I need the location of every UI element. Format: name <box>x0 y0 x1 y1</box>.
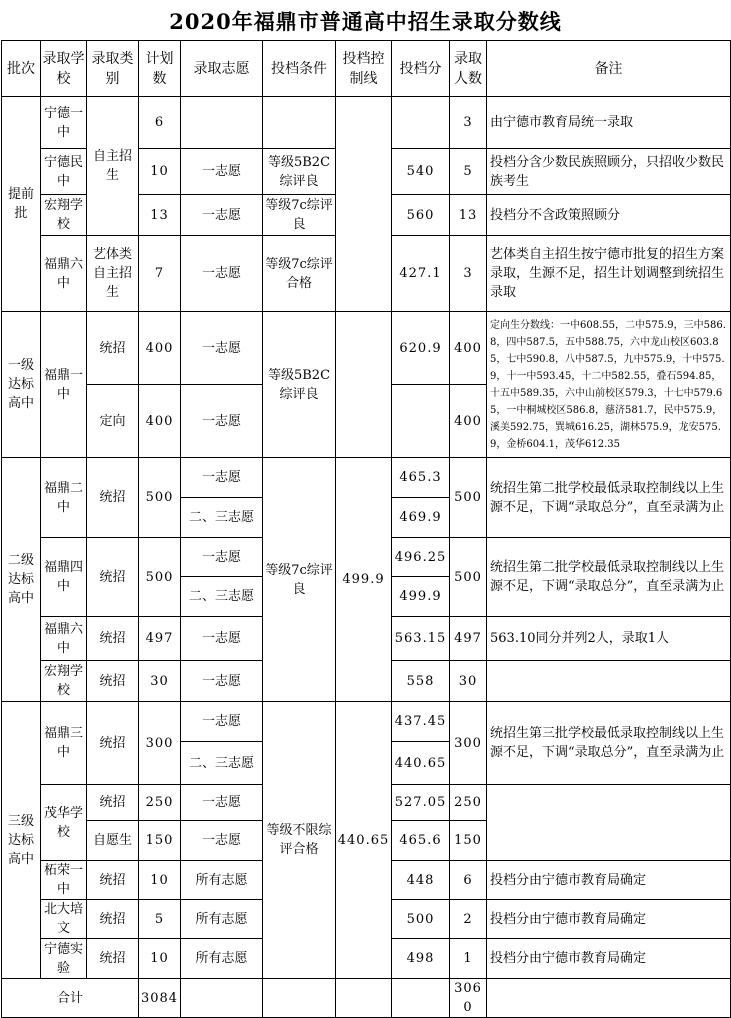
wish-cell: 一志愿 <box>181 149 263 195</box>
category-cell: 统招 <box>87 939 139 979</box>
header-cell: 投档控制线 <box>336 41 392 97</box>
note-cell: 统招生第三批学校最低录取控制线以上生源不足，下调“录取总分”，直至录满为止 <box>487 702 731 785</box>
plan-cell: 6 <box>139 97 181 149</box>
admit-cell: 500 <box>450 458 487 538</box>
admit-cell: 6 <box>450 861 487 900</box>
plan-cell: 500 <box>139 458 181 538</box>
condition-cell: 等级5B2C综评良 <box>263 149 336 195</box>
condition-cell: 等级7c综评良 <box>263 195 336 236</box>
header-cell: 投档分 <box>392 41 450 97</box>
wish-cell: 一志愿 <box>181 661 263 702</box>
score-cell: 496.25 <box>392 538 450 577</box>
note-cell: 投档分不含政策照顾分 <box>487 195 731 236</box>
plan-cell: 10 <box>139 939 181 979</box>
plan-cell: 150 <box>139 821 181 861</box>
school-cell: 福鼎二中 <box>41 458 87 538</box>
score-cell: 500 <box>392 900 450 939</box>
header-cell: 批次 <box>2 41 41 97</box>
total-plan: 3084 <box>139 979 181 1018</box>
score-cell: 427.1 <box>392 236 450 312</box>
score-cell: 437.45 <box>392 702 450 742</box>
category-cell: 统招 <box>87 861 139 900</box>
plan-cell: 30 <box>139 661 181 702</box>
school-cell: 宁德民中 <box>41 149 87 195</box>
admission-table <box>1 40 731 1018</box>
total-row <box>2 979 731 1018</box>
category-cell: 自主招生 <box>87 97 139 236</box>
admit-cell: 500 <box>450 538 487 617</box>
school-cell: 宏翔学校 <box>41 661 87 702</box>
admit-cell: 13 <box>450 195 487 236</box>
batch-name: 一级达标高中 <box>2 312 41 458</box>
control-line-cell: 440.65 <box>336 702 392 979</box>
wish-cell: 所有志愿 <box>181 900 263 939</box>
batch-name: 提前批 <box>2 97 41 312</box>
school-cell: 宁德实验 <box>41 939 87 979</box>
wish-cell: 一志愿 <box>181 312 263 385</box>
control-line-cell <box>336 312 392 458</box>
score-cell: 469.9 <box>392 498 450 538</box>
note-cell: 投档分由宁德市教育局确定 <box>487 900 731 939</box>
category-cell: 自愿生 <box>87 821 139 861</box>
note-cell: 由宁德市教育局统一录取 <box>487 97 731 149</box>
score-cell: 465.3 <box>392 458 450 498</box>
wish-cell: 一志愿 <box>181 385 263 458</box>
school-cell: 福鼎六中 <box>41 617 87 661</box>
condition-cell: 等级7c综评合格 <box>263 236 336 312</box>
plan-cell: 400 <box>139 385 181 458</box>
category-cell: 统招 <box>87 617 139 661</box>
wish-cell: 所有志愿 <box>181 939 263 979</box>
category-cell: 统招 <box>87 702 139 785</box>
page-title: 2020年福鼎市普通高中招生录取分数线 <box>169 9 562 34</box>
school-cell: 茂华学校 <box>41 785 87 861</box>
plan-cell: 10 <box>139 861 181 900</box>
empty-cell <box>336 979 392 1018</box>
wish-cell: 一志愿 <box>181 236 263 312</box>
category-cell: 艺体类自主招生 <box>87 236 139 312</box>
score-cell: 560 <box>392 195 450 236</box>
table-row <box>2 312 731 385</box>
condition-cell: 等级5B2C综评良 <box>263 312 336 458</box>
condition-cell: 等级7c综评良 <box>263 458 336 702</box>
empty-cell <box>263 979 336 1018</box>
admit-cell: 5 <box>450 149 487 195</box>
score-cell: 499.9 <box>392 577 450 617</box>
condition-cell <box>263 97 336 149</box>
table-row <box>2 702 731 742</box>
score-cell: 448 <box>392 861 450 900</box>
school-cell: 福鼎四中 <box>41 538 87 617</box>
admit-cell: 2 <box>450 900 487 939</box>
plan-cell: 5 <box>139 900 181 939</box>
plan-cell: 10 <box>139 149 181 195</box>
score-cell <box>392 97 450 149</box>
batch-name: 三级达标高中 <box>2 702 41 979</box>
score-cell: 558 <box>392 661 450 702</box>
empty-cell <box>487 979 731 1018</box>
admit-cell: 300 <box>450 702 487 785</box>
plan-cell: 300 <box>139 702 181 785</box>
category-cell: 统招 <box>87 312 139 385</box>
note-cell: 定向生分数线：一中608.55，二中575.9，三中586.8，四中587.5，五中588.75，六中龙山校区603.85，七中590.8，八中587.5，九中575.9，十中575.9，十一中593.45，十二中582.55，叠石594.85，十五中589.35，六中山前校区579.3，十七中579.65，一中桐城校区586.8，慈济581.7，民中575.9，溪美592.75，巽城616.25，湖林575.9，龙安575.9，金桥604.1，茂华612.35 <box>487 312 731 458</box>
wish-cell: 一志愿 <box>181 458 263 498</box>
note-cell: 投档分由宁德市教育局确定 <box>487 861 731 900</box>
school-cell: 北大培文 <box>41 900 87 939</box>
header-cell: 计划数 <box>139 41 181 97</box>
note-cell: 投档分由宁德市教育局确定 <box>487 939 731 979</box>
plan-cell: 250 <box>139 785 181 821</box>
header-cell: 录取学校 <box>41 41 87 97</box>
note-cell: 艺体类自主招生按宁德市批复的招生方案录取，生源不足，招生计划调整到统招生录取 <box>487 236 731 312</box>
header-cell: 录取志愿 <box>181 41 263 97</box>
note-cell <box>487 785 731 861</box>
score-cell: 498 <box>392 939 450 979</box>
admit-cell: 400 <box>450 312 487 385</box>
plan-cell: 7 <box>139 236 181 312</box>
category-cell: 统招 <box>87 661 139 702</box>
header-row <box>2 41 731 97</box>
school-cell: 柘荣一中 <box>41 861 87 900</box>
school-cell: 福鼎六中 <box>41 236 87 312</box>
plan-cell: 400 <box>139 312 181 385</box>
table-row <box>2 458 731 498</box>
admit-cell: 30 <box>450 661 487 702</box>
header-cell: 录取人数 <box>450 41 487 97</box>
wish-cell: 一志愿 <box>181 617 263 661</box>
wish-cell: 二、三志愿 <box>181 577 263 617</box>
wish-cell: 二、三志愿 <box>181 498 263 538</box>
score-cell: 563.15 <box>392 617 450 661</box>
header-cell: 投档条件 <box>263 41 336 97</box>
total-admit: 3060 <box>450 979 487 1018</box>
wish-cell: 一志愿 <box>181 702 263 742</box>
control-line-cell <box>336 97 392 312</box>
header-cell: 录取类别 <box>87 41 139 97</box>
school-cell: 宁德一中 <box>41 97 87 149</box>
batch-name: 二级达标高中 <box>2 458 41 702</box>
wish-cell: 一志愿 <box>181 538 263 577</box>
school-cell: 福鼎三中 <box>41 702 87 785</box>
wish-cell: 一志愿 <box>181 785 263 821</box>
control-line-cell: 499.9 <box>336 458 392 702</box>
admit-cell: 150 <box>450 821 487 861</box>
note-cell: 投档分含少数民族照顾分，只招收少数民族考生 <box>487 149 731 195</box>
admit-cell: 497 <box>450 617 487 661</box>
category-cell: 统招 <box>87 900 139 939</box>
admit-cell: 1 <box>450 939 487 979</box>
wish-cell: 所有志愿 <box>181 861 263 900</box>
score-cell <box>392 385 450 458</box>
school-cell: 宏翔学校 <box>41 195 87 236</box>
total-label: 合计 <box>2 979 139 1018</box>
wish-cell <box>181 97 263 149</box>
note-cell: 统招生第二批学校最低录取控制线以上生源不足，下调“录取总分”，直至录满为止 <box>487 458 731 538</box>
header-cell: 备注 <box>487 41 731 97</box>
score-cell: 527.05 <box>392 785 450 821</box>
admit-cell: 3 <box>450 236 487 312</box>
note-cell: 统招生第二批学校最低录取控制线以上生源不足，下调“录取总分”，直至录满为止 <box>487 538 731 617</box>
admit-cell: 250 <box>450 785 487 821</box>
admit-cell: 3 <box>450 97 487 149</box>
table-row <box>2 97 731 149</box>
note-cell: 563.10同分并列2人，录取1人 <box>487 617 731 661</box>
score-cell: 440.65 <box>392 742 450 785</box>
empty-cell <box>392 979 450 1018</box>
score-cell: 465.6 <box>392 821 450 861</box>
school-cell: 福鼎一中 <box>41 312 87 458</box>
wish-cell: 二、三志愿 <box>181 742 263 785</box>
score-cell: 540 <box>392 149 450 195</box>
category-cell: 定向 <box>87 385 139 458</box>
wish-cell: 一志愿 <box>181 821 263 861</box>
empty-cell <box>181 979 263 1018</box>
condition-cell: 等级不限综评合格 <box>263 702 336 979</box>
category-cell: 统招 <box>87 538 139 617</box>
admit-cell: 400 <box>450 385 487 458</box>
plan-cell: 13 <box>139 195 181 236</box>
plan-cell: 500 <box>139 538 181 617</box>
category-cell: 统招 <box>87 785 139 821</box>
score-cell: 620.9 <box>392 312 450 385</box>
wish-cell: 一志愿 <box>181 195 263 236</box>
category-cell: 统招 <box>87 458 139 538</box>
plan-cell: 497 <box>139 617 181 661</box>
note-cell <box>487 661 731 702</box>
